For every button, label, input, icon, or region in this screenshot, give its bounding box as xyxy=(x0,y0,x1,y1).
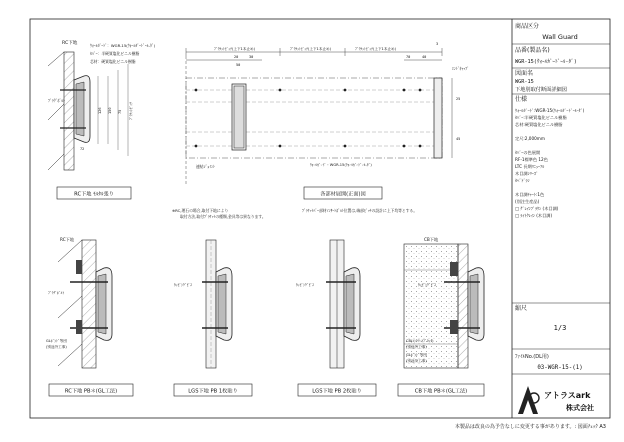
spec-line: ｶﾍﾞﾄﾞﾗﾝ xyxy=(515,178,530,183)
scale-value: 1/3 xyxy=(553,324,567,332)
cb-top-label: CB下地 xyxy=(424,237,439,242)
caption-rc-mortar: RC下地 ﾓﾙﾀﾙ張り xyxy=(74,191,114,198)
dim-70: 70 xyxy=(406,55,411,59)
scale-label: 縮尺 xyxy=(515,305,528,312)
screw-label: ﾀｯﾋﾟﾝｸﾞﾋﾞｽ xyxy=(174,283,192,287)
spec-line: 定尺:2,000mm xyxy=(515,136,545,141)
screw-label-2: ﾀｯﾋﾟﾝｸﾞﾋﾞｽ xyxy=(296,283,314,287)
bracket-pitch-label-3: ﾌﾞﾗｹｯﾄﾋﾟｯﾁ(上下1本止め) xyxy=(355,47,397,51)
drawing-value-2: 下地別取付断面詳細図 xyxy=(515,87,567,93)
spec-line: (別注生産品) xyxy=(515,199,540,204)
rc-top-label: RC下地 xyxy=(62,41,78,46)
rc-mortar-section xyxy=(48,52,128,170)
dim-40: 40 xyxy=(422,55,427,59)
bracket-pitch-label-1: ﾌﾞﾗｹｯﾄﾋﾟｯﾁ(上下1本止め) xyxy=(214,47,256,51)
spec-line: 芯材:硬質塩化ビニル樹脂 xyxy=(515,122,563,127)
spec-line: ｶﾊﾞｰ:半硬質塩化ビニル樹脂 xyxy=(515,115,567,120)
dim-45: 45 xyxy=(456,137,461,141)
cb-pb-section xyxy=(404,244,484,368)
drawing-label: 図面名 xyxy=(515,70,534,77)
company-name: 株式会社 xyxy=(566,404,594,412)
bracket-pitch-label-2: ﾌﾞﾗｹｯﾄﾋﾟｯﾁ(上下1本止め) xyxy=(290,47,332,51)
caption-lgs-1: LGS下地 PB 1枚貼り xyxy=(188,388,238,395)
note-a-2: 取付方法,取付ﾌﾞﾗｹｯﾄの種類,金具等は異なります。 xyxy=(180,214,266,219)
cb-block-label-2: (別途外工事) xyxy=(406,345,427,349)
core-material-label: 芯材：硬質塩化ビニル樹脂 xyxy=(90,59,136,64)
spec-line: ｶﾊﾞｰの色展開 xyxy=(515,150,541,155)
drawing-value-1: WGR-15 xyxy=(515,79,534,85)
category-label: 商品区分 xyxy=(515,23,540,30)
caption-lgs-2: LGS下地 PB 2枚貼り xyxy=(312,388,362,395)
gl-bond-label: GLﾎﾞﾝﾄﾞ等団 xyxy=(46,339,67,343)
spec-line: LTC 長期ﾘﾆｭｰｱﾙ xyxy=(515,164,545,169)
note-b: ﾌﾞﾗｹｯﾄﾊﾞｰ部材ｲﾝｻｰﾄﾎﾞﾙﾄ位置は,端部ﾋﾟｯﾁの設計に上下均等とする。 xyxy=(302,208,418,213)
note-a-1: ※RC,理石の場合,取付下地により xyxy=(172,208,229,213)
screw-label-3: ﾀｯﾋﾟﾝｸﾞﾋﾞｽ xyxy=(418,283,436,287)
dim-72: 72 xyxy=(80,147,85,151)
file-label: ﾌｧｲﾙNo.(DL用) xyxy=(515,354,549,360)
footer-note: 本製品は改良の為予告なしに変更する事があります。: 図面ﾁｪｯｸ A3 xyxy=(454,424,606,430)
category-value: Wall Guard xyxy=(542,33,578,41)
cb-block-label: CB(ｺﾝｸﾘｰﾄﾌﾞﾛｯｸ) xyxy=(406,339,434,343)
gl-bond-label-2: (別途外工事) xyxy=(46,345,67,349)
spec-line: 木目調ｼﾘｰｽﾞ xyxy=(515,171,539,176)
caption-cb-pb: CB下地 PB＊(GL工法) xyxy=(414,388,468,395)
dim-126: 126 xyxy=(98,107,102,114)
dim-3: 3 xyxy=(436,42,439,46)
product-label: 品番(製品名) xyxy=(515,47,550,54)
company-logo xyxy=(518,386,539,414)
spec-line: □ ﾗｲﾄｸﾚｲﾝ (木目調) xyxy=(515,213,553,218)
caption-rc-pb: RC下地 PB＊(GL工法) xyxy=(64,388,118,395)
dim-50: 50 xyxy=(236,63,241,67)
product-value: WGR-15(ｳｫｰﾙｶﾞｰﾄﾞｰﾙ-ﾀﾞ) xyxy=(515,59,577,65)
dim-75: 75 xyxy=(118,109,122,114)
spec-line: □ ｸﾞﾚｲﾝﾌﾞﾗｳﾝ (木目調) xyxy=(515,206,559,211)
joint-label: ｳｫｰﾙｶﾞｰﾄﾞ・WGR-15(ｳｫｰﾙｶﾞｰﾄﾞｰﾙ-ﾀﾞ) xyxy=(310,163,372,167)
caption-elevation: 各部材展開(正面)図 xyxy=(320,191,366,198)
cb-bond-label: GLﾎﾞﾝﾄﾞ等団 xyxy=(406,353,427,357)
spec-line: ｳｫｰﾙｶﾞｰﾄﾞ:WGR-15(ｳｫｰﾙｶﾞｰﾄﾞｰﾙ-ﾀﾞ) xyxy=(515,108,585,113)
dim-20: 20 xyxy=(234,55,239,59)
anchor-label: ﾌﾟﾗｸﾞﾎﾞﾙﾄ xyxy=(48,291,65,295)
file-value: 03-WGR-15-(1) xyxy=(537,365,583,371)
spec-lines xyxy=(515,108,585,219)
spec-label: 仕様 xyxy=(515,96,528,103)
vertical-dim: ﾌﾞﾗｹｯﾄﾋﾟｯﾁ xyxy=(129,102,133,120)
cover-material-label: ｶﾊﾞｰ：半硬質塩化ビニル樹脂 xyxy=(90,51,140,56)
lgs-1-section xyxy=(202,240,232,368)
spec-line: RF-1標準色 12色 xyxy=(515,157,548,162)
end-cap-label: ｴﾝﾄﾞｷｬｯﾌﾟ xyxy=(452,66,470,71)
title-block xyxy=(512,22,610,414)
brand-name: アトラスark xyxy=(544,391,591,400)
dim-25: 25 xyxy=(456,97,461,101)
dim-30: 30 xyxy=(249,55,254,59)
spec-line: 木目調ﾁｬｰﾄ:1色 xyxy=(515,192,545,197)
rc-top-label-2: RC下地 xyxy=(60,237,74,242)
dim-150: 150 xyxy=(108,107,112,114)
corner-label: 連結ｼﾞｮｲﾝﾄ xyxy=(196,164,215,169)
cover-label: ｳｫｰﾙｶﾞｰﾄﾞ：WGR-15(ｳｫｰﾙｶﾞｰﾄﾞｰﾙ-ﾀﾞ) xyxy=(90,43,156,48)
plug-label: ﾌﾟﾗｸﾞﾎﾞﾙﾄ xyxy=(48,98,66,103)
lgs-2-section xyxy=(326,240,360,368)
cb-bond-label-2: (別途外工事) xyxy=(406,359,427,363)
